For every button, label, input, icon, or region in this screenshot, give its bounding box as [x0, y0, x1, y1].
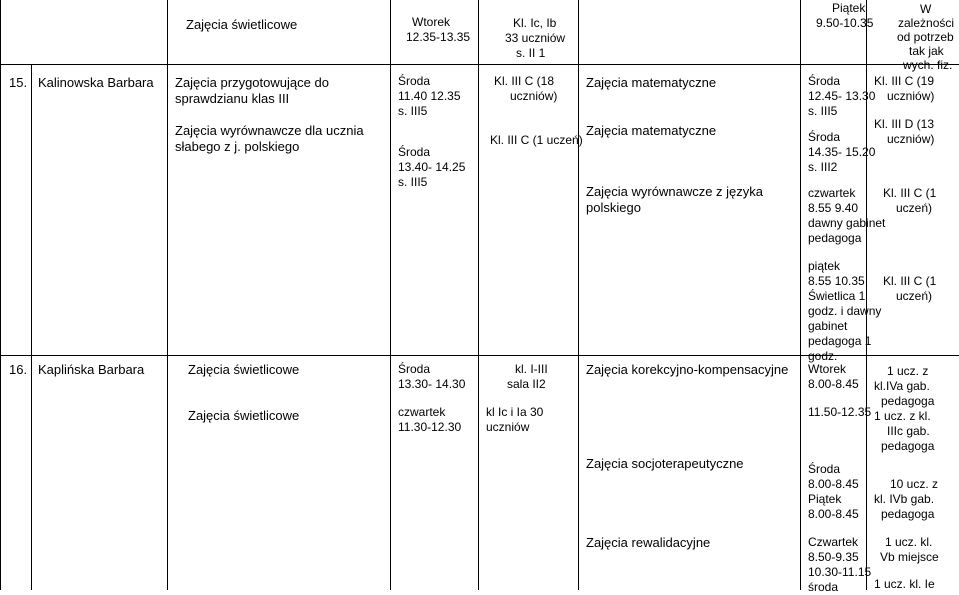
schedule-line: Czwartek — [808, 535, 859, 549]
grid-line-v-time — [478, 0, 479, 590]
subject-line: Zajęcia matematyczne — [586, 75, 717, 90]
participants-line: 1 ucz. kl. — [885, 535, 933, 549]
schedule-line: dawny gabinet — [808, 216, 886, 230]
schedule-line: Piątek — [808, 492, 842, 506]
grid-line-v-activity — [390, 0, 391, 590]
schedule-line: Środa — [808, 462, 841, 476]
teacher-name: Kaplińska Barbara — [38, 362, 145, 377]
time-line: 13.30- 14.30 — [398, 377, 466, 391]
participants-line: IIIc gab. — [887, 424, 930, 438]
activity-cell: Zajęcia świetlicowe — [186, 17, 298, 32]
participants-line: 10 ucz. z — [890, 477, 939, 491]
participants-line: Kl. III C (1 — [883, 186, 937, 200]
schedule-line: czwartek — [808, 186, 856, 200]
schedule-line: 11.50-12.35 — [808, 405, 872, 419]
schedule-line: 8.55 9.40 — [808, 201, 859, 215]
participants-line: wych. fiz. — [903, 58, 953, 72]
time-line: Środa — [398, 362, 431, 376]
schedule-line: Piątek — [832, 1, 866, 15]
schedule-line: 10.30-11.15 — [808, 565, 872, 579]
grid-line-h-row15-top — [0, 64, 959, 65]
grid-line-v-subject — [800, 0, 801, 590]
participants-line: pedagoga — [881, 439, 935, 453]
time-line: s. III5 — [398, 104, 428, 118]
class-line: kl Ic i Ia 30 — [486, 405, 544, 419]
activity-line: Zajęcia świetlicowe — [188, 362, 300, 377]
class-line: kl. I-III — [515, 362, 548, 376]
schedule-line: 8.50-9.35 — [808, 550, 859, 564]
participants-line: uczniów) — [887, 132, 935, 146]
class-line: sala II2 — [507, 377, 546, 391]
participants-line: uczeń) — [896, 289, 933, 303]
subject-line: polskiego — [586, 200, 641, 215]
class-info-line: 33 uczniów — [505, 31, 566, 45]
subject-line: Zajęcia wyrównawcze z języka — [586, 184, 764, 199]
schedule-line: pedagoga 1 — [808, 334, 872, 348]
schedule-line: 8.00-8.45 — [808, 377, 859, 391]
schedule-line: s. III2 — [808, 160, 838, 174]
time-line: Środa — [398, 145, 431, 159]
activity-line: słabego z j. polskiego — [175, 139, 300, 154]
class-line: Kl. III C (1 uczeń) — [490, 133, 583, 147]
schedule-line: 8.00-8.45 — [808, 507, 859, 521]
time-line: 11.40 12.35 — [398, 89, 461, 103]
grid-line-left — [0, 0, 1, 590]
participants-line: kl.IVa gab. — [874, 379, 930, 393]
schedule-line: Środa — [808, 130, 841, 144]
schedule-line: godz. i dawny — [808, 304, 882, 318]
schedule-line: 9.50-10.35 — [816, 16, 874, 30]
class-info-line: s. II 1 — [516, 46, 546, 60]
schedule-line: godz. — [808, 349, 838, 363]
time-line: 13.40- 14.25 — [398, 160, 466, 174]
schedule-line: pedagoga — [808, 231, 862, 245]
activity-line: Zajęcia przygotowujące do — [175, 75, 329, 90]
schedule-line: 8.55 10.35 — [808, 274, 865, 288]
subject-line: Zajęcia rewalidacyjne — [586, 535, 711, 550]
subject-line: Zajęcia korekcyjno-kompensacyjne — [586, 362, 789, 377]
participants-line: uczniów) — [887, 89, 935, 103]
schedule-line: gabinet — [808, 319, 848, 333]
activity-line: Zajęcia świetlicowe — [188, 408, 300, 423]
grid-line-v-number — [31, 64, 32, 590]
time-line: czwartek — [398, 405, 446, 419]
schedule-line: piątek — [808, 259, 841, 273]
participants-line: tak jak — [909, 44, 944, 58]
participants-line: Kl. III D (13 — [874, 117, 935, 131]
schedule-line: s. III5 — [808, 104, 838, 118]
participants-line: zależności — [898, 16, 955, 30]
participants-line: Kl. III C (19 — [874, 74, 935, 88]
teacher-name: Kalinowska Barbara — [38, 75, 154, 90]
schedule-line: Wtorek — [808, 362, 847, 376]
row-number: 16. — [9, 362, 28, 377]
schedule-line: Świetlica 1 — [808, 289, 866, 303]
schedule-line: Środa — [808, 74, 841, 88]
day-time-line: Wtorek — [412, 15, 451, 29]
time-line: s. III5 — [398, 175, 428, 189]
schedule-line: 8.00-8.45 — [808, 477, 859, 491]
row-number: 15. — [9, 75, 28, 90]
time-line: Środa — [398, 74, 431, 88]
schedule-line: 12.45- 13.30 — [808, 89, 876, 103]
participants-line: 1 ucz. z kl. — [874, 409, 931, 423]
schedule-line: środa — [808, 580, 839, 594]
class-line: uczniów — [486, 420, 530, 434]
class-line: Kl. III C (18 — [494, 74, 555, 88]
class-info-line: Kl. Ic, Ib — [513, 16, 557, 30]
class-line: uczniów) — [510, 89, 558, 103]
schedule-line: 14.35- 15.20 — [808, 145, 876, 159]
day-time-line: 12.35-13.35 — [406, 30, 471, 44]
participants-line: 1 ucz. kl. Ie — [874, 577, 935, 591]
activity-line: sprawdzianu klas III — [175, 91, 290, 106]
participants-line: W — [920, 2, 932, 16]
time-line: 11.30-12.30 — [398, 420, 462, 434]
participants-line: pedagoga — [881, 394, 935, 408]
subject-line: Zajęcia socjoterapeutyczne — [586, 456, 744, 471]
activity-line: Zajęcia wyrównawcze dla ucznia — [175, 123, 364, 138]
grid-line-v-teacher — [167, 0, 168, 590]
subject-line: Zajęcia matematyczne — [586, 123, 717, 138]
participants-line: pedagoga — [881, 507, 935, 521]
participants-line: Kl. III C (1 — [883, 274, 937, 288]
participants-line: uczeń) — [896, 201, 933, 215]
grid-line-v-class — [578, 0, 579, 590]
participants-line: 1 ucz. z — [887, 364, 929, 378]
participants-line: Vb miejsce — [880, 550, 939, 564]
participants-line: kl. IVb gab. — [874, 492, 935, 506]
participants-line: od potrzeb — [897, 30, 954, 44]
